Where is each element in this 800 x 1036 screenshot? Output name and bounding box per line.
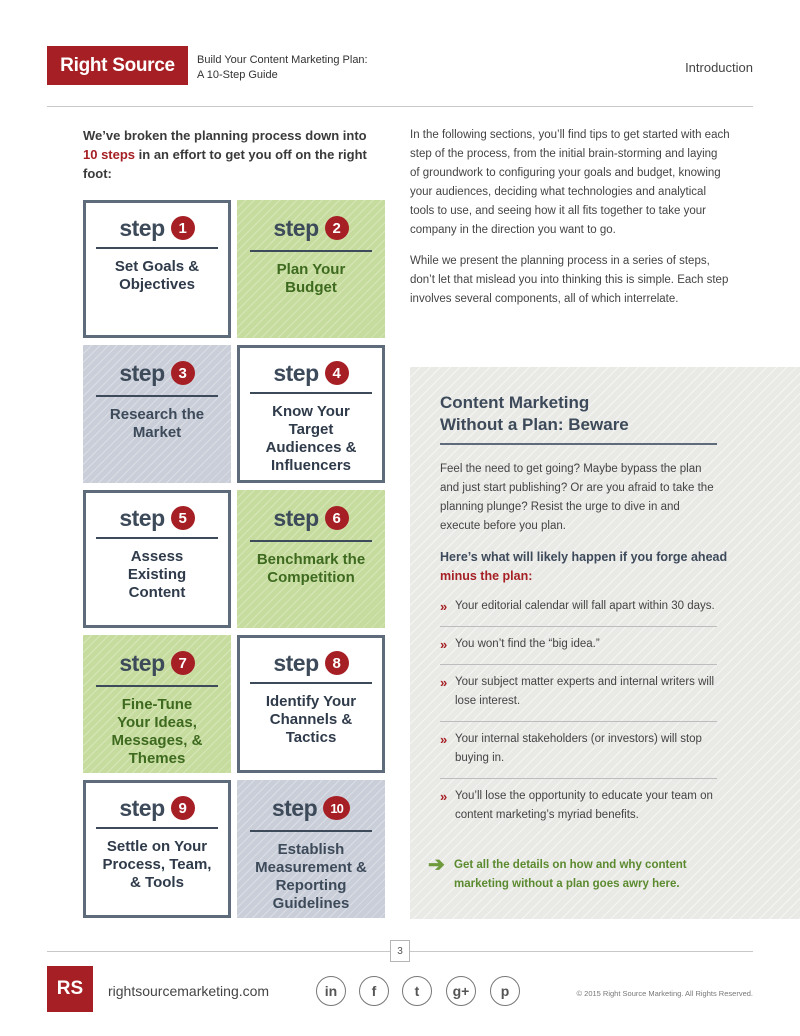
step-word: step: [273, 504, 319, 531]
step-divider: [250, 830, 372, 832]
step-word: step: [119, 214, 165, 241]
website-link[interactable]: rightsourcemarketing.com: [108, 983, 270, 999]
intro-text: [83, 126, 383, 183]
step-title: Establish Measurement & Reporting Guidelines: [255, 841, 367, 912]
step-title: Know Your Target Audiences & Influencers: [265, 403, 357, 474]
callout-lead-highlight: minus the plan:: [440, 569, 533, 583]
details-link[interactable]: [428, 856, 728, 894]
step-word: step: [271, 794, 318, 821]
callout-intro: Feel the need to get going? Maybe bypass the plan and just start publishing? Or are you afraid to take the planning plunge? Resist the urge to dive in and execute before you plan.: [440, 463, 714, 532]
document-title-line-2: A 10-Step Guide: [197, 69, 278, 81]
list-item-text: Your subject matter experts and internal writers will lose interest.: [455, 676, 715, 707]
step-title: Set Goals & Objectives: [114, 258, 200, 293]
arrow-right-icon: ➔: [428, 854, 445, 876]
callout-title-line-1: Content Marketing: [440, 393, 590, 412]
intro-highlight: 10 steps: [83, 147, 136, 162]
step-word: step: [273, 649, 319, 676]
step-number-badge: 1: [171, 216, 195, 240]
linkedin-icon[interactable]: in: [316, 976, 346, 1006]
step-card-5: [83, 490, 231, 628]
step-title: Identify Your Channels & Tactics: [265, 693, 357, 746]
step-title: Benchmark the Competition: [256, 551, 366, 586]
step-number-badge: 7: [171, 651, 195, 675]
step-card-3: [83, 345, 231, 483]
step-card-2: [237, 200, 385, 338]
step-number-badge: 5: [171, 506, 195, 530]
step-divider: [96, 247, 218, 249]
step-title: Fine-Tune Your Ideas, Messages, & Themes: [111, 696, 203, 767]
twitter-icon[interactable]: t: [402, 976, 432, 1006]
step-number-badge: 3: [171, 361, 195, 385]
step-divider: [250, 682, 372, 684]
step-word: step: [119, 504, 165, 531]
copyright-notice: © 2015 Right Source Marketing. All Rights Reserved.: [576, 989, 753, 998]
list-item: [440, 635, 717, 665]
list-item: [440, 597, 717, 627]
list-item-text: You’ll lose the opportunity to educate your team on content marketing’s myriad benefits.: [455, 790, 713, 821]
list-item-text: You won’t find the “big idea.”: [455, 638, 600, 650]
step-divider: [96, 827, 218, 829]
step-divider: [250, 392, 372, 394]
step-word: step: [273, 359, 319, 386]
document-title: [197, 53, 368, 83]
step-divider: [96, 685, 218, 687]
step-card-6: [237, 490, 385, 628]
details-link-text[interactable]: Get all the details on how and why content marketing without a plan goes awry here.: [454, 859, 687, 890]
callout-title-divider: [440, 443, 717, 445]
callout-title-line-2: Without a Plan: Beware: [440, 415, 629, 434]
step-divider: [96, 395, 218, 397]
step-number-badge: 2: [325, 216, 349, 240]
section-label: Introduction: [685, 60, 753, 75]
step-number-badge: 9: [171, 796, 195, 820]
intro-after: in an effort to get you off on the right foot:: [83, 147, 367, 181]
step-card-8: [237, 635, 385, 773]
intro-before: We’ve broken the planning process down into: [83, 128, 367, 143]
beware-callout: [410, 367, 800, 919]
step-title: Settle on Your Process, Team, & Tools: [102, 838, 212, 891]
step-title: Plan Your Budget: [276, 261, 346, 296]
step-word: step: [273, 214, 319, 241]
step-word: step: [119, 649, 165, 676]
step-number-badge: 10: [323, 796, 350, 820]
step-title: Assess Existing Content: [127, 548, 187, 601]
step-number-badge: 8: [325, 651, 349, 675]
footer-logo[interactable]: RS: [47, 966, 93, 1012]
right-paragraph-1: In the following sections, you’ll find tips to get started with each step of the process, from the initial brain-storming and laying of groundwork to configuring your goals and budget, knowing your audiences, deciding what technologies and analytical tools to use, and seeing how it all fits together to take your company in the direction you want to go.: [410, 129, 730, 236]
step-card-4: [237, 345, 385, 483]
pinterest-icon[interactable]: p: [490, 976, 520, 1006]
step-divider: [96, 537, 218, 539]
document-title-line-1: Build Your Content Marketing Plan:: [197, 54, 368, 66]
consequence-list: [440, 597, 717, 843]
list-item: [440, 673, 717, 722]
list-item: [440, 787, 717, 835]
step-card-9: [83, 780, 231, 918]
page-number: 3: [390, 940, 410, 962]
callout-lead: [440, 548, 730, 586]
step-card-7: [83, 635, 231, 773]
step-title: Research the Market: [109, 406, 205, 441]
facebook-icon[interactable]: f: [359, 976, 389, 1006]
chevron-right-icon: »: [440, 599, 448, 614]
step-word: step: [119, 359, 165, 386]
brand-logo[interactable]: Right Source: [47, 46, 188, 85]
step-divider: [250, 250, 372, 252]
callout-title: [440, 392, 629, 436]
step-divider: [250, 540, 372, 542]
list-item-text: Your editorial calendar will fall apart within 30 days.: [455, 600, 715, 612]
step-number-badge: 6: [325, 506, 349, 530]
google-plus-icon[interactable]: g+: [446, 976, 476, 1006]
right-column-text: [410, 126, 730, 309]
list-item: [440, 730, 717, 779]
step-card-1: [83, 200, 231, 338]
list-item-text: Your internal stakeholders (or investors) will stop buying in.: [455, 733, 702, 764]
header-divider: [47, 106, 753, 107]
right-paragraph-2: While we present the planning process in a series of steps, don’t let that mislead you into thinking this is simple. Each step involves several components, all of which interrelate.: [410, 255, 729, 305]
chevron-right-icon: »: [440, 637, 448, 652]
step-card-10: [237, 780, 385, 918]
step-number-badge: 4: [325, 361, 349, 385]
chevron-right-icon: »: [440, 789, 448, 804]
step-word: step: [119, 794, 165, 821]
chevron-right-icon: »: [440, 732, 448, 747]
chevron-right-icon: »: [440, 675, 448, 690]
callout-lead-text: Here’s what will likely happen if you forge ahead: [440, 550, 728, 564]
